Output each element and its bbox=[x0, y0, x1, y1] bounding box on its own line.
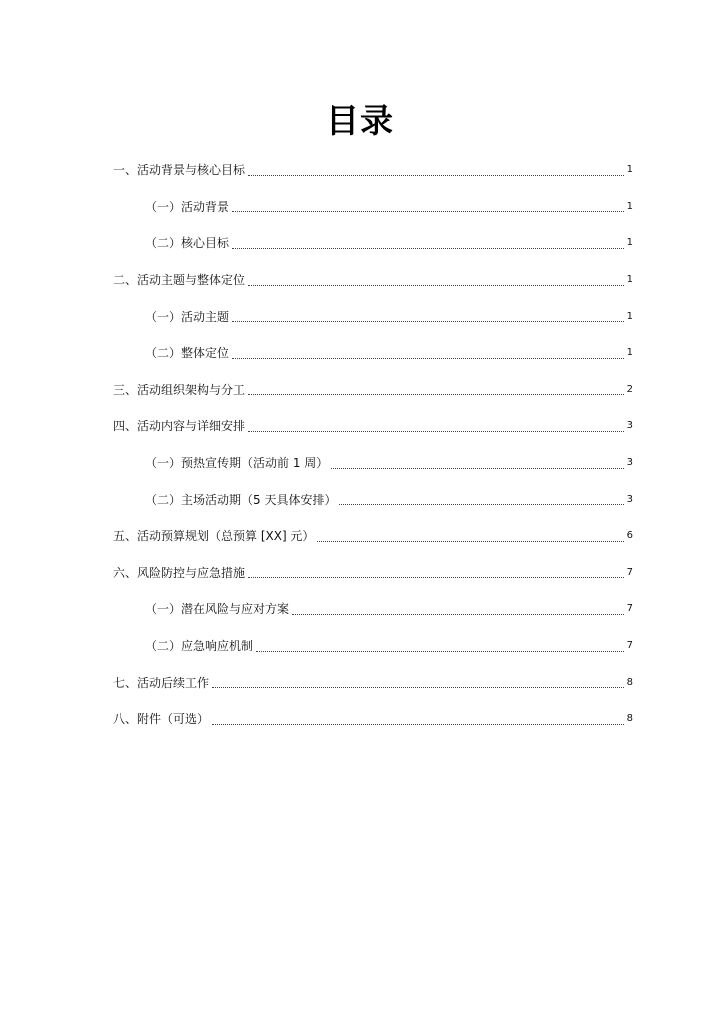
toc-leader-dots bbox=[317, 541, 623, 542]
toc-leader-dots bbox=[256, 651, 624, 652]
toc-entry[interactable] bbox=[0, 701, 720, 738]
toc-entry[interactable] bbox=[0, 152, 720, 189]
toc-leader-dots bbox=[232, 248, 624, 249]
toc-entry-page: 2 bbox=[626, 383, 633, 395]
toc-entry[interactable] bbox=[0, 664, 720, 701]
toc-entry-label: （一）活动主题 bbox=[145, 309, 230, 324]
toc-entry[interactable] bbox=[0, 481, 720, 518]
toc-entry-page: 3 bbox=[626, 420, 633, 432]
toc-entry[interactable] bbox=[0, 518, 720, 555]
toc-leader-dots bbox=[212, 724, 624, 725]
toc-entry-label: 四、活动内容与详细安排 bbox=[113, 419, 246, 434]
toc-entry-label: 七、活动后续工作 bbox=[113, 675, 210, 690]
toc-entry-label: （二）整体定位 bbox=[145, 346, 230, 361]
toc-entry-page: 1 bbox=[626, 310, 633, 322]
toc-leader-dots bbox=[212, 687, 624, 688]
toc-entry-label: 三、活动组织架构与分工 bbox=[113, 382, 246, 397]
toc-entry[interactable] bbox=[0, 591, 720, 628]
toc-entry-label: 一、活动背景与核心目标 bbox=[113, 163, 246, 178]
toc-leader-dots bbox=[292, 614, 624, 615]
toc-entry[interactable] bbox=[0, 298, 720, 335]
toc-entry-label: 六、风险防控与应急措施 bbox=[113, 565, 246, 580]
toc-entry-page: 6 bbox=[626, 530, 633, 542]
toc-entry-label: （一）预热宣传期（活动前 1 周） bbox=[145, 456, 329, 471]
toc-leader-dots bbox=[232, 211, 624, 212]
toc-leader-dots bbox=[248, 175, 624, 176]
toc-entry-page: 1 bbox=[626, 237, 633, 249]
toc-entry-label: （二）主场活动期（5 天具体安排） bbox=[145, 492, 337, 507]
toc-leader-dots bbox=[232, 358, 624, 359]
toc-entry[interactable] bbox=[0, 225, 720, 262]
toc-entry-label: （二）核心目标 bbox=[145, 236, 230, 251]
toc-leader-dots bbox=[248, 577, 624, 578]
toc-leader-dots bbox=[248, 431, 624, 432]
toc-entry-page: 1 bbox=[626, 200, 633, 212]
table-of-contents bbox=[0, 152, 720, 738]
toc-entry[interactable] bbox=[0, 372, 720, 409]
toc-entry[interactable] bbox=[0, 445, 720, 482]
toc-entry-label: （一）活动背景 bbox=[145, 199, 230, 214]
page-title: 目录 bbox=[326, 101, 394, 140]
toc-entry-page: 7 bbox=[626, 603, 633, 615]
toc-entry[interactable] bbox=[0, 189, 720, 226]
toc-entry-page: 7 bbox=[626, 640, 633, 652]
toc-leader-dots bbox=[248, 285, 624, 286]
toc-leader-dots bbox=[339, 504, 623, 505]
toc-entry-label: 五、活动预算规划（总预算 [XX] 元） bbox=[113, 529, 315, 544]
toc-entry-page: 1 bbox=[626, 164, 633, 176]
toc-entry-label: （二）应急响应机制 bbox=[145, 639, 254, 654]
toc-entry-label: 二、活动主题与整体定位 bbox=[113, 273, 246, 288]
toc-entry[interactable] bbox=[0, 262, 720, 299]
toc-entry[interactable] bbox=[0, 408, 720, 445]
toc-entry-label: 八、附件（可选） bbox=[113, 712, 210, 727]
toc-leader-dots bbox=[248, 394, 624, 395]
toc-entry-page: 7 bbox=[626, 566, 633, 578]
toc-entry-page: 3 bbox=[626, 493, 633, 505]
toc-entry-page: 3 bbox=[626, 457, 633, 469]
toc-entry-page: 1 bbox=[626, 347, 633, 359]
toc-entry[interactable] bbox=[0, 335, 720, 372]
toc-entry-page: 8 bbox=[626, 676, 633, 688]
toc-leader-dots bbox=[331, 468, 623, 469]
toc-leader-dots bbox=[232, 321, 624, 322]
toc-entry-page: 1 bbox=[626, 274, 633, 286]
toc-entry[interactable] bbox=[0, 628, 720, 665]
toc-entry[interactable] bbox=[0, 555, 720, 592]
toc-entry-label: （一）潜在风险与应对方案 bbox=[145, 602, 290, 617]
toc-entry-page: 8 bbox=[626, 713, 633, 725]
